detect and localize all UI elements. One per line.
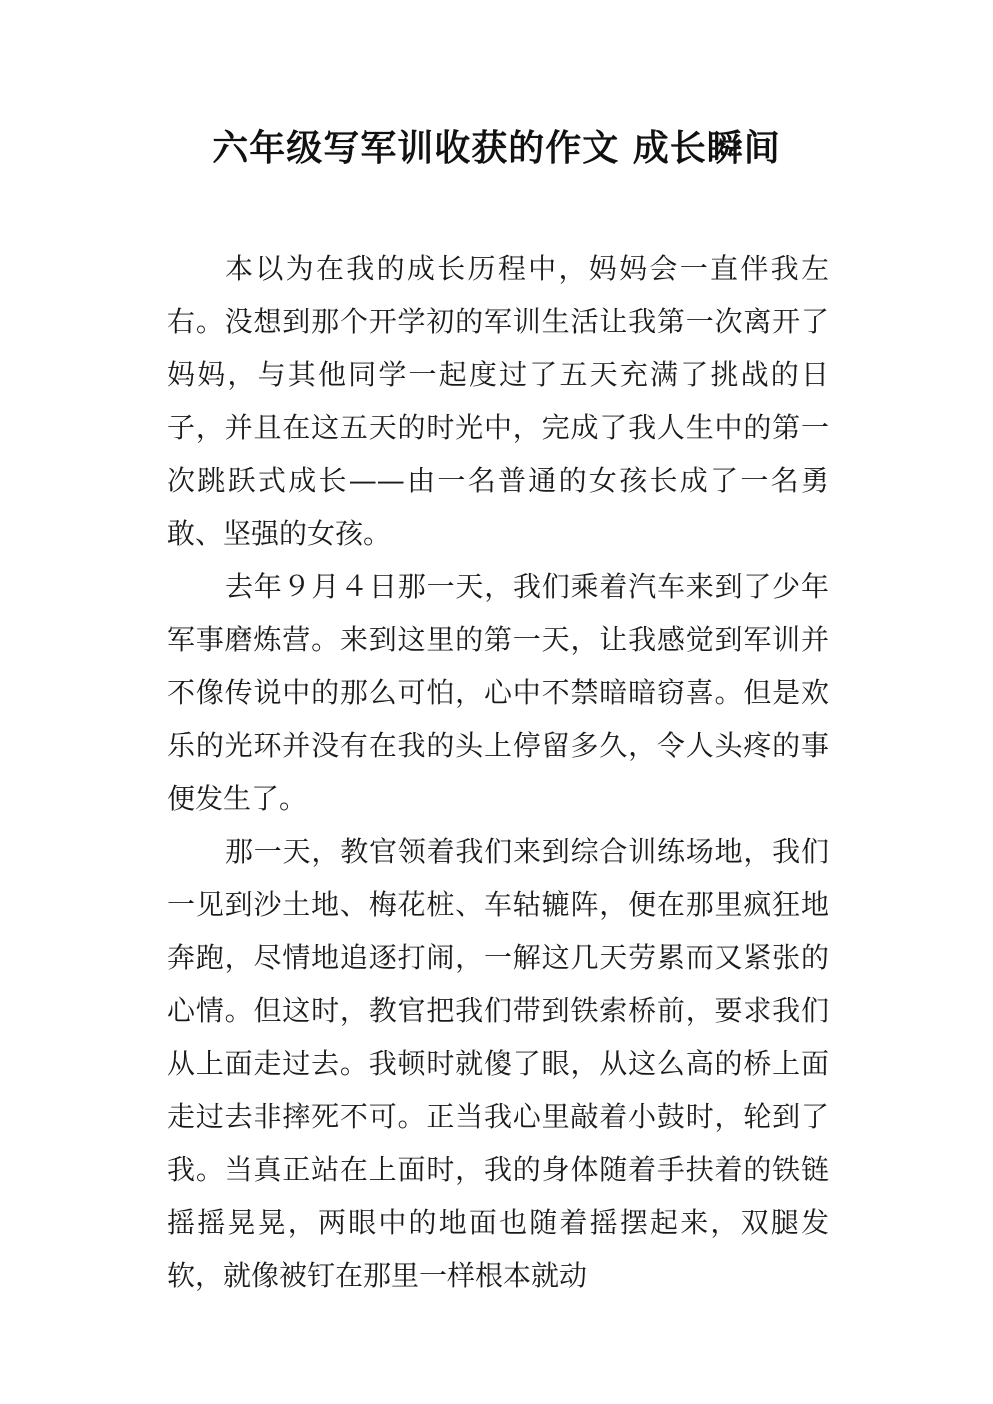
document-title: 六年级写军训收获的作文 成长瞬间 — [212, 128, 781, 169]
paragraph-3: 那一天，教官领着我们来到综合训练场地，我们一见到沙土地、梅花桩、车轱辘阵，便在那里疯狂地奔跑，尽情地追逐打闹，一解这几天劳累而又紧张的心情。但这时，教官把我们带到铁索桥前，要求我们从上面走过去。我顿时就傻了眼，从这么高的桥上面走过去非摔死不可。正当我心里敲着小鼓时，轮到了我。当真正站在上面时，我的身体随着手扶着的铁链摇摇晃晃，两眼中的地面也随着摇摆起来，双腿发软，就像被钉在那里一样根本就动 — [167, 835, 829, 1292]
paragraph-1: 本以为在我的成长历程中，妈妈会一直伴我左右。没想到那个开学初的军训生活让我第一次离开了妈妈，与其他同学一起度过了五天充满了挑战的日子，并且在这五天的时光中，完成了我人生中的第一次跳跃式成长——由一名普通的女孩长成了一名勇敢、坚强的女孩。 — [167, 252, 829, 550]
document-body — [167, 242, 829, 1302]
paragraph-2: 去年９月４日那一天，我们乘着汽车来到了少年军事磨炼营。来到这里的第一天，让我感觉到军训并不像传说中的那么可怕，心中不禁暗暗窃喜。但是欢乐的光环并没有在我的头上停留多久，令人头疼的事便发生了。 — [167, 570, 829, 815]
